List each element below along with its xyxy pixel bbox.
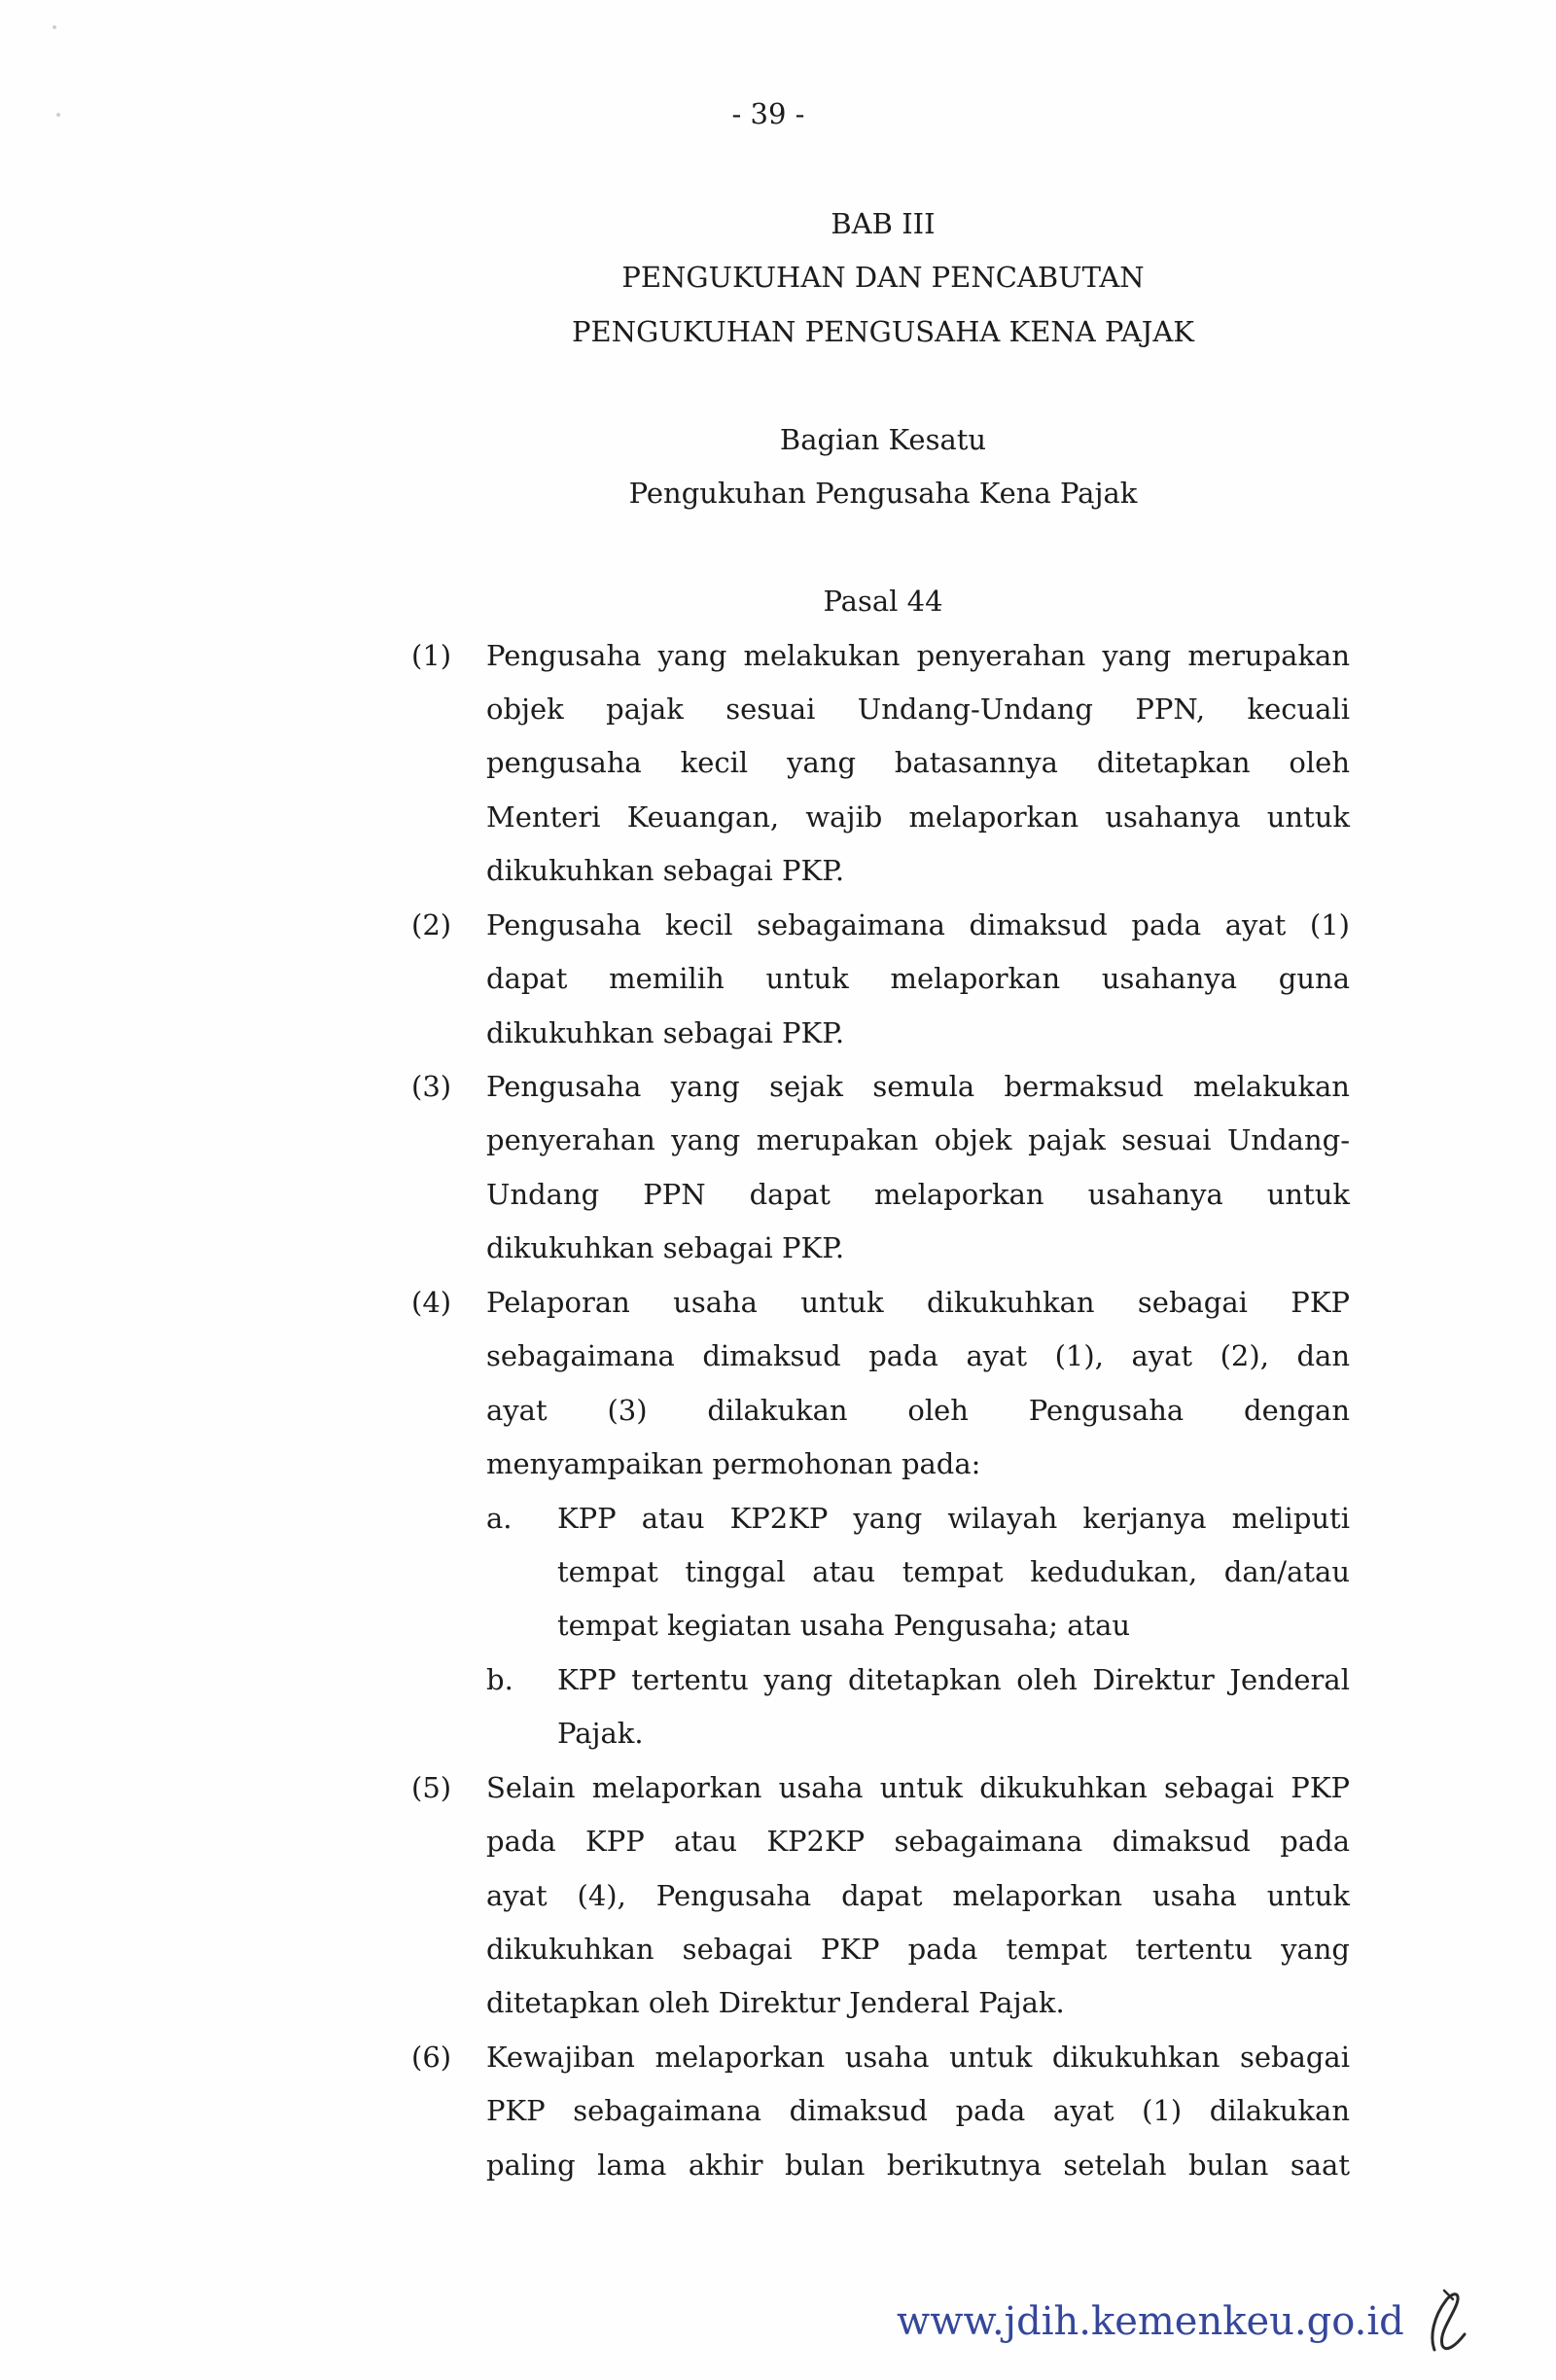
list-item-line: Pajak.	[557, 1717, 644, 1751]
paragraph-line: Pengusaha yang melakukan penyerahan yang merupakan	[486, 638, 1350, 672]
chapter-title-line: PENGUKUHAN DAN PENCABUTAN	[621, 261, 1145, 295]
paragraph-line: objek pajak sesuai Undang-Undang PPN, kecuali	[486, 692, 1350, 726]
paragraph-line: PKP sebagaimana dimaksud pada ayat (1) dilakukan	[486, 2094, 1350, 2128]
article-heading: Pasal 44	[823, 585, 943, 619]
footer-website: www.jdih.kemenkeu.go.id	[897, 2299, 1404, 2344]
page-number: - 39 -	[731, 97, 805, 130]
paragraph-line: Selain melaporkan usaha untuk dikukuhkan sebagai PKP	[486, 1770, 1350, 1804]
paragraph-line: sebagaimana dimaksud pada ayat (1), ayat (2), dan	[486, 1339, 1350, 1373]
paragraph-line: Pelaporan usaha untuk dikukuhkan sebagai PKP	[486, 1285, 1350, 1319]
paragraph-number: (1)	[411, 638, 452, 672]
paragraph-line: paling lama akhir bulan berikutnya setelah bulan saat	[486, 2148, 1350, 2182]
paragraph-line: pengusaha kecil yang batasannya ditetapkan oleh	[486, 746, 1350, 780]
paragraph-line: penyerahan yang merupakan objek pajak sesuai Undang-	[486, 1123, 1350, 1157]
paragraph-line: pada KPP atau KP2KP sebagaimana dimaksud pada	[486, 1825, 1350, 1859]
paragraph-3	[411, 1060, 1355, 1276]
paragraph-line: Menteri Keuangan, wajib melaporkan usahanya untuk	[486, 799, 1350, 834]
chapter-title-line: PENGUKUHAN PENGUSAHA KENA PAJAK	[572, 314, 1194, 348]
list-item-a	[486, 1492, 1350, 1653]
paragraph-line: ayat (4), Pengusaha dapat melaporkan usaha untuk	[486, 1878, 1350, 1912]
list-item-b	[486, 1653, 1350, 1761]
section-title: Pengukuhan Pengusaha Kena Pajak	[628, 477, 1138, 511]
paragraph-number: (6)	[411, 2040, 452, 2074]
section-label: Bagian Kesatu	[779, 422, 987, 456]
paragraph-line: dikukuhkan sebagai PKP.	[486, 1015, 845, 1049]
paragraph-line: Pengusaha yang sejak semula bermaksud melakukan	[486, 1070, 1350, 1103]
document-body	[411, 197, 1355, 2192]
paragraph-line: Pengusaha kecil sebagaimana dimaksud pada ayat (1)	[486, 907, 1350, 941]
paragraph-6	[411, 2031, 1355, 2192]
paragraph-number: (4)	[411, 1285, 452, 1319]
paragraph-line: dapat memilih untuk melaporkan usahanya guna	[486, 962, 1350, 996]
paragraph-5	[411, 1761, 1355, 2031]
list-item-line: tempat kegiatan usaha Pengusaha; atau	[557, 1609, 1131, 1643]
paragraph-number: (3)	[411, 1070, 452, 1103]
paragraph-line: ditetapkan oleh Direktur Jenderal Pajak.	[486, 1986, 1065, 2020]
paragraph-line: dikukuhkan sebagai PKP.	[486, 1231, 845, 1265]
paragraph-line: menyampaikan permohonan pada:	[486, 1447, 981, 1481]
paragraph-line: Kewajiban melaporkan usaha untuk dikukuhkan sebagai	[486, 2040, 1350, 2074]
scan-speck	[53, 25, 56, 29]
paragraph-4	[411, 1276, 1355, 1761]
list-item-line: KPP atau KP2KP yang wilayah kerjanya meliputi	[557, 1501, 1350, 1535]
paragraph-number: (5)	[411, 1770, 452, 1804]
signature-initial-icon	[1426, 2286, 1474, 2356]
paragraph-2	[411, 899, 1355, 1060]
list-item-line: tempat tinggal atau tempat kedudukan, dan/atau	[557, 1554, 1350, 1588]
paragraph-line: dikukuhkan sebagai PKP pada tempat tertentu yang	[486, 1933, 1350, 1966]
list-item-label: b.	[486, 1662, 513, 1696]
paragraph-number: (2)	[411, 907, 452, 941]
paragraph-line: ayat (3) dilakukan oleh Pengusaha dengan	[486, 1393, 1350, 1427]
paragraph-line: Undang PPN dapat melaporkan usahanya untuk	[486, 1177, 1350, 1211]
scan-speck	[56, 113, 60, 117]
paragraph-1	[411, 629, 1355, 899]
paragraph-line: dikukuhkan sebagai PKP.	[486, 854, 845, 888]
list-item-line: KPP tertentu yang ditetapkan oleh Direktur Jenderal	[557, 1662, 1350, 1696]
list-item-label: a.	[486, 1501, 513, 1535]
chapter-heading: BAB III	[831, 207, 936, 240]
